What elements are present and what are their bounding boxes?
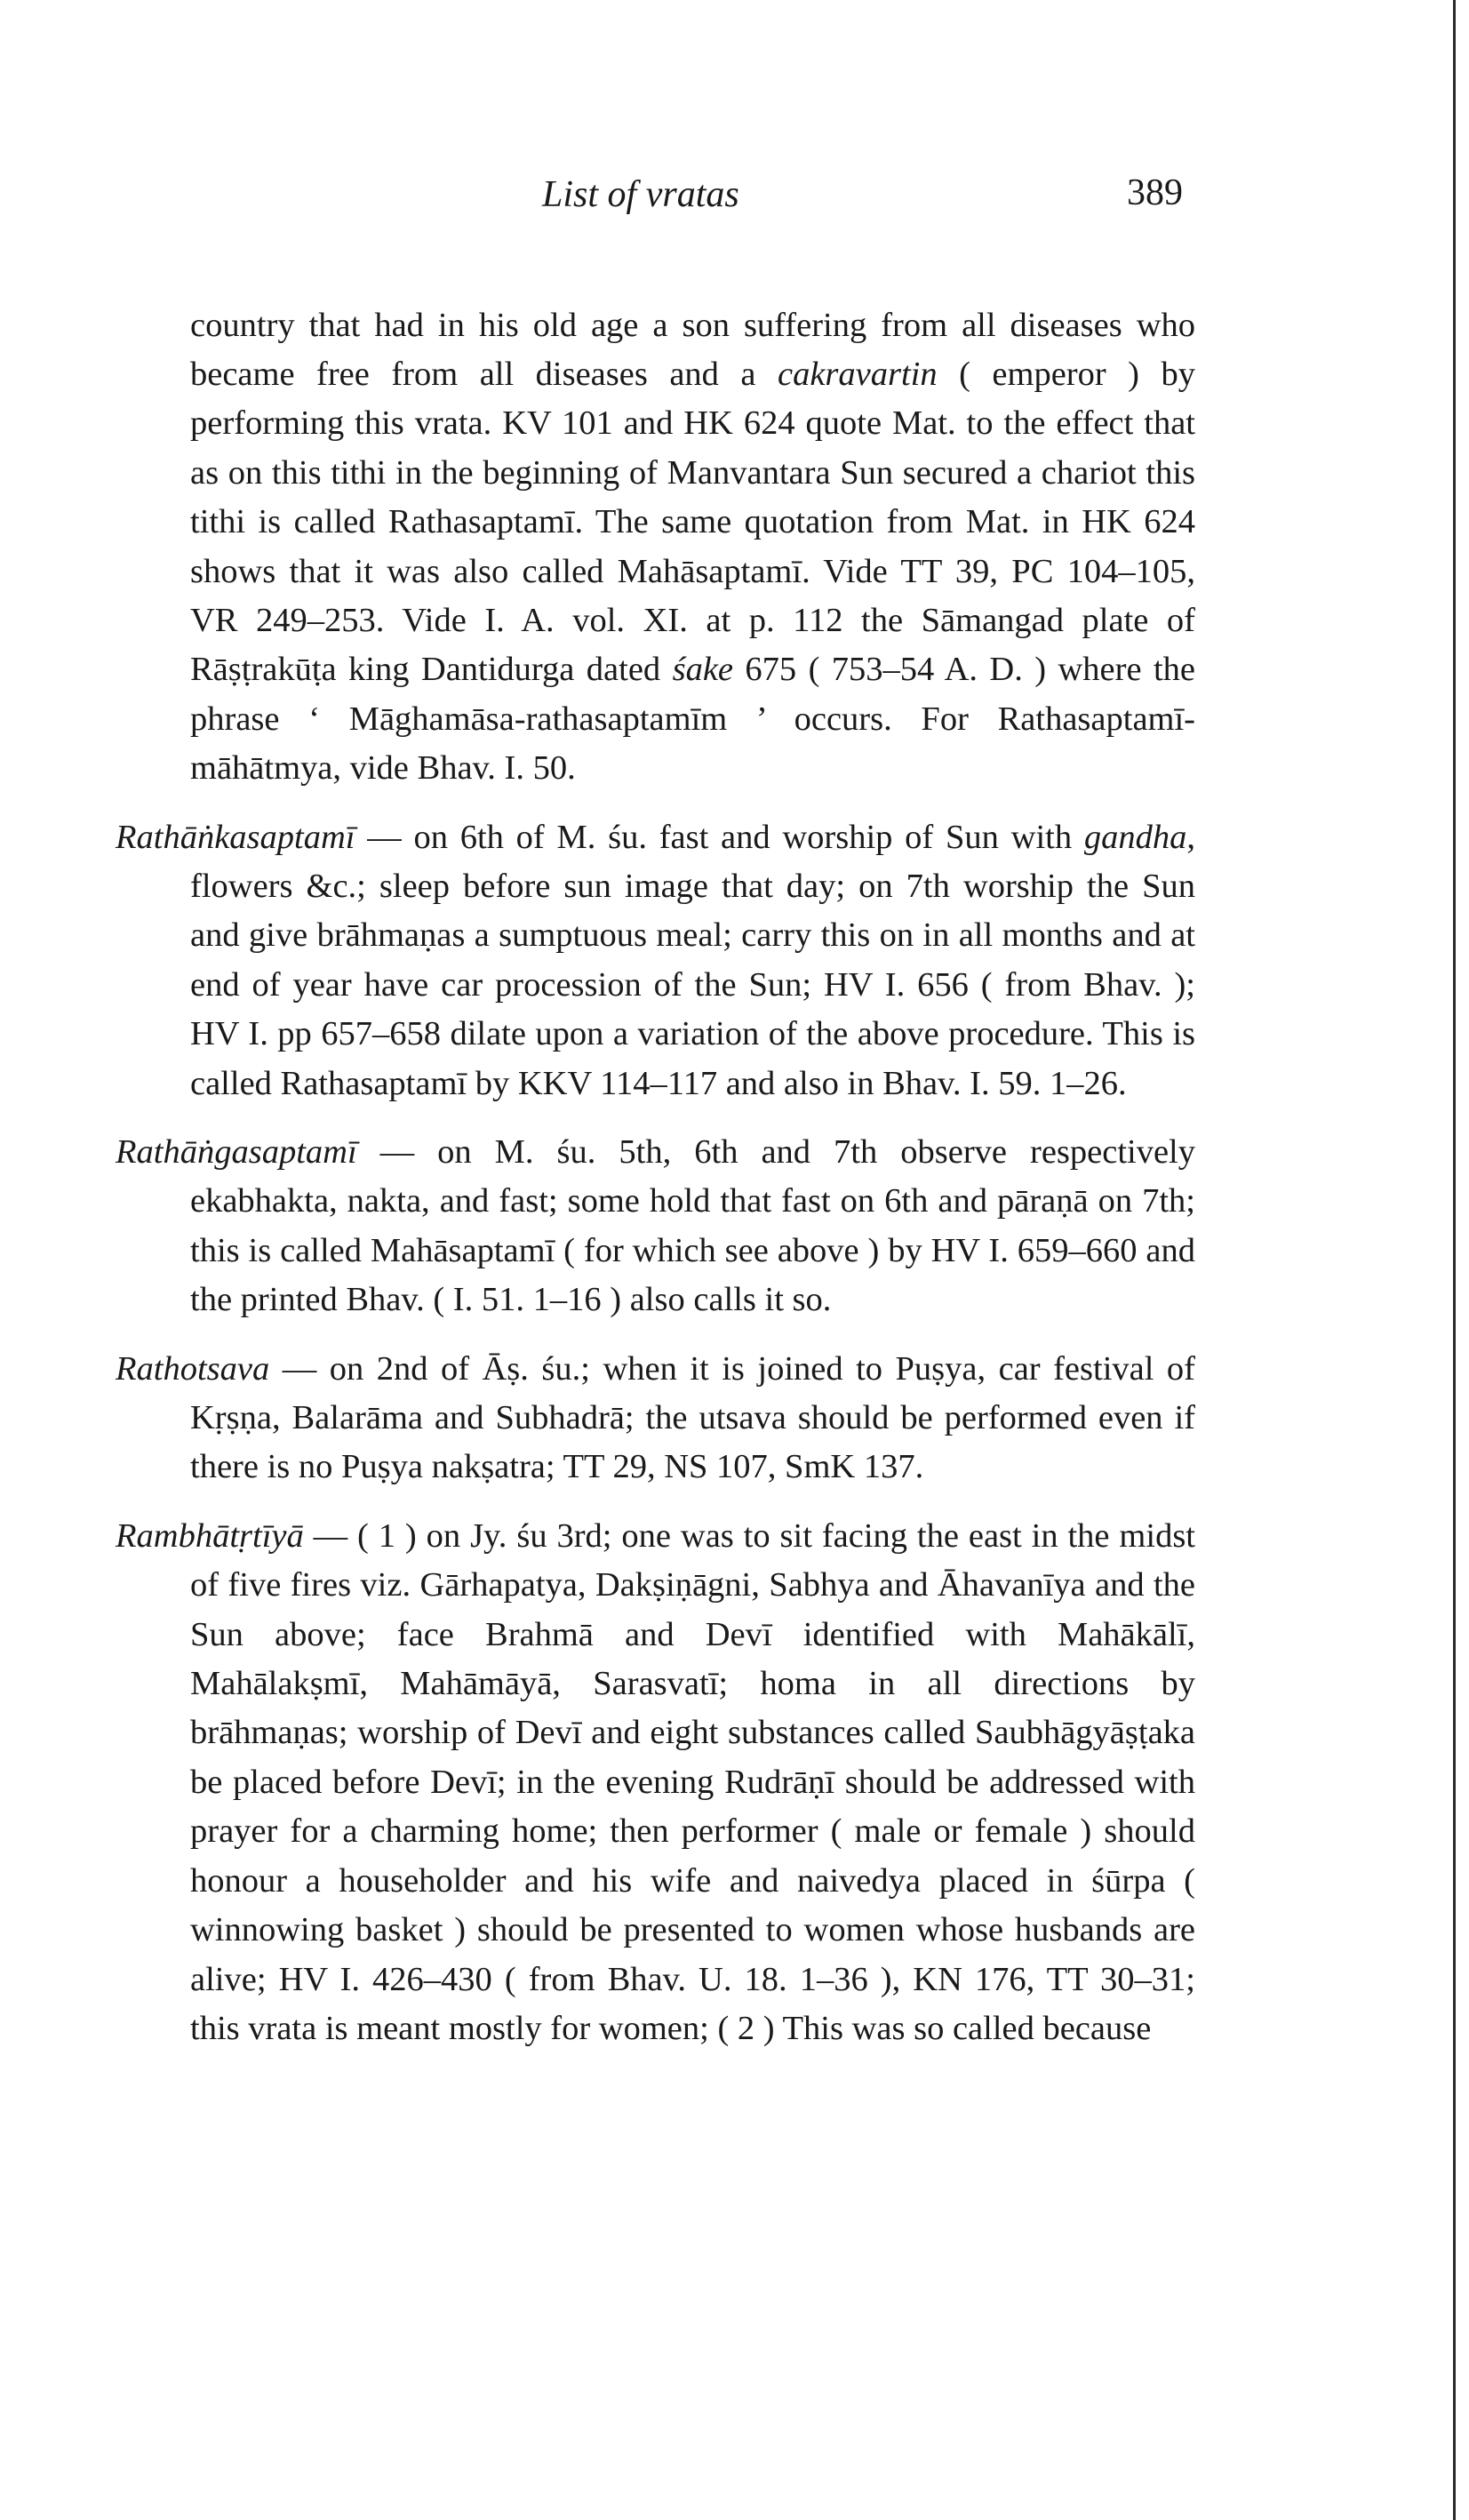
continued-paragraph: country that had in his old age a son suffering from all diseases who became free from all diseases and a cakravartin ( emperor ) by performing this vrata. KV 101 and HK 624 quote Mat. to the effect that as on this tithi in the beginning of Manvantara Sun secured a chariot this tithi is called Rathasaptamī. The same quotation from Mat. in HK 624 shows that it was also called Mahāsaptamī. Vide TT 39, PC 104–105, VR 249–253. Vide I. A. vol. XI. at p. 112 the Sāmangad plate of Rāṣṭrakūṭa king Dantidurga dated śake 675 ( 753–54 A. D. ) where the phrase ‘ Māghamāsa-rathasaptamīm ’ occurs. For Rathasaptamī-māhātmya, vide Bhav. I. 50.: [190, 306, 1195, 788]
entry-term: Rathāṅkasaptamī: [116, 818, 355, 856]
entry-term: Rathāṅgasaptamī: [116, 1133, 357, 1171]
entry-rathangasaptami: Rathāṅgasaptamī — on M. śu. 5th, 6th and 7th observe respectively ekabhakta, nakta, and fast; some hold that fast on 6th and pāraṇā on 7th; this is called Mahāsaptamī ( for which see above ) by HV I. 659–660 and the printed Bhav. ( I. 51. 1–16 ) also calls it so.: [116, 1133, 1195, 1319]
page-body: [116, 267, 1195, 2073]
entry-rathotsava: Rathotsava — on 2nd of Āṣ. śu.; when it is joined to Puṣya, car festival of Kṛṣṇa, Balarāma and Subhadrā; the utsava should be performed even if there is no Puṣya nakṣatra; TT 29, NS 107, SmK 137.: [116, 1349, 1195, 1486]
entry-rambhatrtiya: Rambhātṛtīyā — ( 1 ) on Jy. śu 3rd; one was to sit facing the east in the midst of five fires viz. Gārhapatya, Dakṣiṇāgni, Sabhya and Āhavanīya and the Sun above; face Brahmā and Devī identified with Mahākālī, Mahālakṣmī, Mahāmāyā, Sarasvatī; homa in all directions by brāhmaṇas; worship of Devī and eight substances called Saubhāgyāṣṭaka be placed before Devī; in the evening Rudrāṇī should be addressed with prayer for a charming home; then performer ( male or female ) should honour a householder and his wife and naivedya placed in śūrpa ( winnowing basket ) should be presented to women whose husbands are alive; HV I. 426–430 ( from Bhav. U. 18. 1–36 ), KN 176, TT 30–31; this vrata is meant mostly for women; ( 2 ) This was so called because: [116, 1516, 1195, 2047]
running-title: List of vratas: [542, 174, 739, 215]
entry-rathankasaptami: Rathāṅkasaptamī — on 6th of M. śu. fast and worship of Sun with gandha, flowers &c.; sleep before sun image that day; on 7th worship the Sun and give brāhmaṇas a sumptuous meal; carry this on in all months and at end of year have car procession of the Sun; HV I. 656 ( from Bhav. ); HV I. pp 657–658 dilate upon a variation of the above procedure. This is called Rathasaptamī by KKV 114–117 and also in Bhav. I. 59. 1–26.: [116, 818, 1195, 1102]
entry-term: Rathotsava: [116, 1349, 270, 1388]
page-number: 389: [1127, 172, 1183, 213]
entry-term: Rambhātṛtīyā: [116, 1516, 304, 1555]
scan-edge-line: [1453, 0, 1456, 2520]
page-header: [0, 173, 1469, 227]
